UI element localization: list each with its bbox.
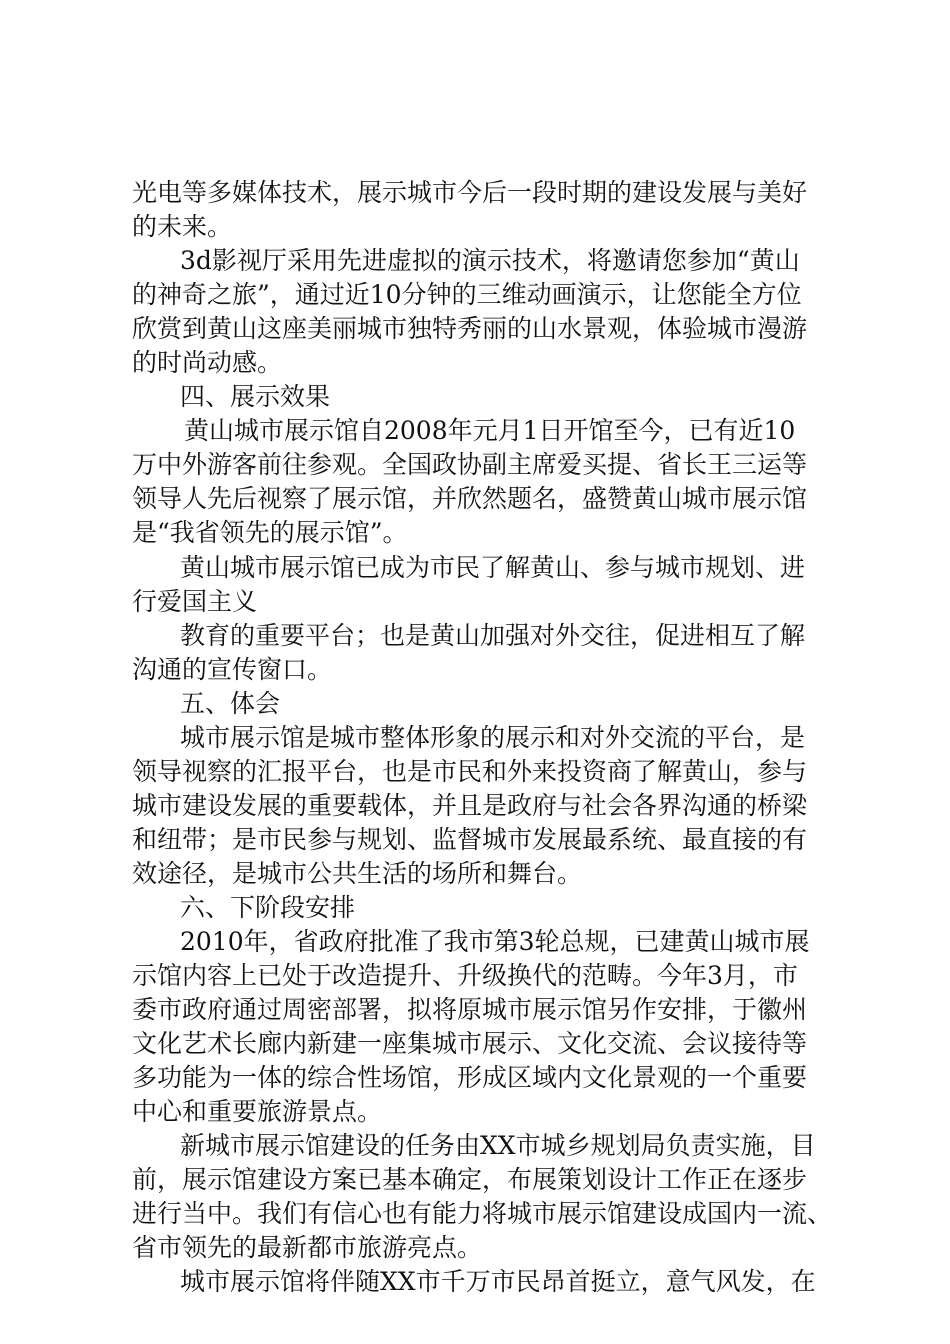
text-line: 进行当中。我们有信心也有能力将城市展示馆建设成国内一流、 [132,1199,833,1228]
text-line: 新城市展示馆建设的任务由XX市城乡规划局负责实施，目 [180,1131,816,1160]
text-line: 的未来。 [132,212,233,241]
text-line: 是“我省领先的展示馆”。 [132,518,408,547]
text-line: 沟通的宣传窗口。 [132,655,333,684]
section-heading: 六、下阶段安排 [180,893,356,922]
text-line: 领导人先后视察了展示馆，并欣然题名，盛赞黄山城市展示馆 [132,484,808,513]
text-line: 万中外游客前往参观。全国政协副主席爱买提、省长王三运等 [132,450,808,479]
text-line: 文化艺术长廊内新建一座集城市展示、文化交流、会议接待等 [132,1029,808,1058]
text-line: 城市建设发展的重要载体，并且是政府与社会各界沟通的桥梁 [132,791,808,820]
text-line: 教育的重要平台；也是黄山加强对外交往，促进相互了解 [180,621,806,650]
text-line: 欣赏到黄山这座美丽城市独特秀丽的山水景观，体验城市漫游 [132,314,808,343]
text-line: 2010年，省政府批准了我市第3轮总规，已建黄山城市展 [180,927,810,956]
text-line: 的时尚动感。 [132,348,283,377]
text-line: 行爱国主义 [132,587,258,616]
text-line: 的神奇之旅”，通过近10分钟的三维动画演示，让您能全方位 [132,280,802,309]
text-line: 中心和重要旅游景点。 [132,1097,383,1126]
text-line: 委市政府通过周密部署，拟将原城市展示馆另作安排，于徽州 [132,995,808,1024]
section-heading: 四、展示效果 [180,382,331,411]
text-line: 城市展示馆将伴随XX市千万市民昂首挺立，意气风发，在 [180,1267,816,1296]
text-line: 示馆内容上已处于改造提升、升级换代的范畴。今年3月，市 [132,961,798,990]
text-line: 省市领先的最新都市旅游亮点。 [132,1233,483,1262]
text-line: 黄山城市展示馆已成为市民了解黄山、参与城市规划、进 [180,553,806,582]
text-line: 前，展示馆建设方案已基本确定，布展策划设计工作正在逐步 [132,1165,808,1194]
text-line: 领导视察的汇报平台，也是市民和外来投资商了解黄山，参与 [132,757,808,786]
text-line: 和纽带；是市民参与规划、监督城市发展最系统、最直接的有 [132,825,808,854]
text-line: 光电等多媒体技术，展示城市今后一段时期的建设发展与美好 [132,178,808,207]
text-line: 黄山城市展示馆自2008年元月1日开馆至今，已有近10 [184,416,796,445]
text-line: 效途径，是城市公共生活的场所和舞台。 [132,859,583,888]
text-line: 多功能为一体的综合性场馆，形成区域内文化景观的一个重要 [132,1063,808,1092]
text-line: 城市展示馆是城市整体形象的展示和对外交流的平台，是 [180,723,806,752]
section-heading: 五、体会 [180,689,281,718]
text-line: 3d影视厅采用先进虚拟的演示技术，将邀请您参加“黄山 [180,246,800,275]
